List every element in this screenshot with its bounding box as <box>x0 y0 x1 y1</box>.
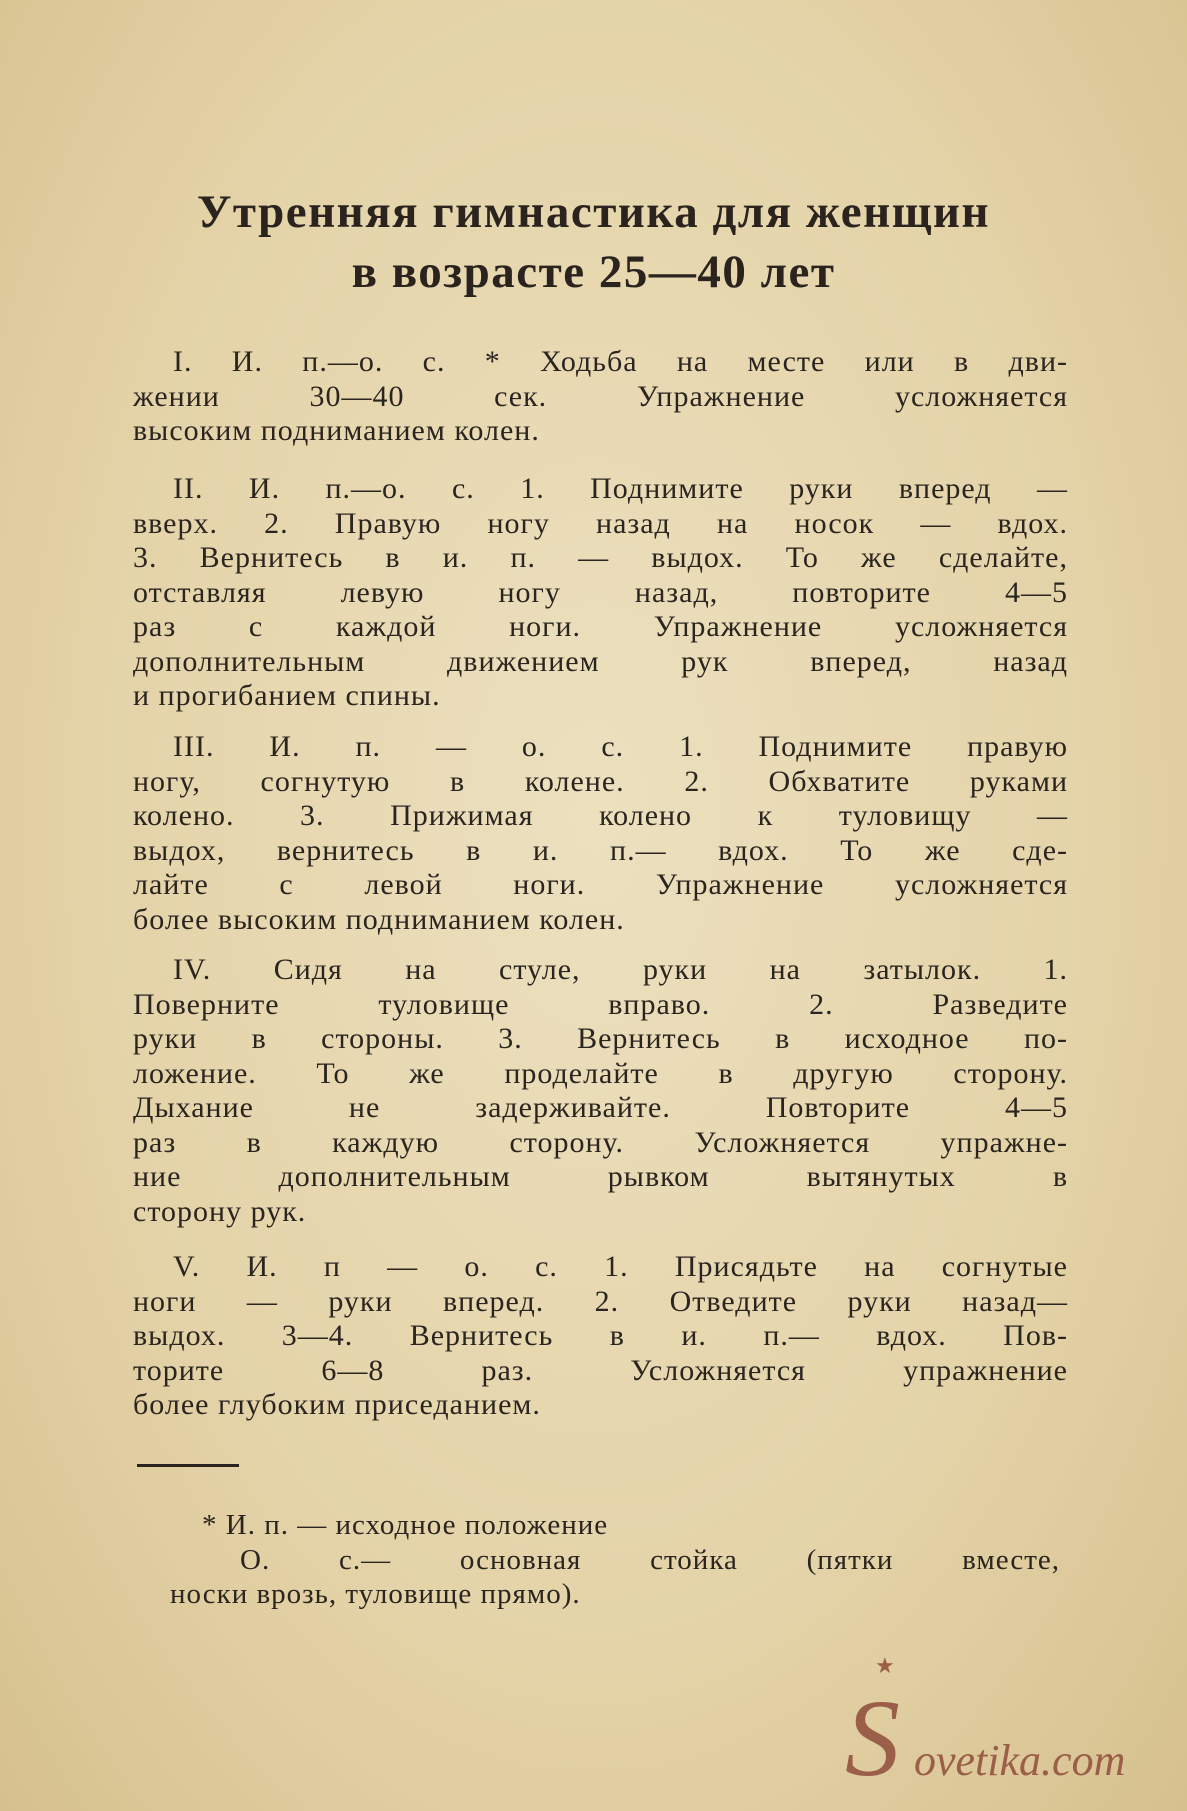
exercise-paragraph <box>133 345 1068 449</box>
star-icon: ★ <box>875 1653 895 1678</box>
text-line: торите 6—8 раз. Усложняется упражнение <box>133 1353 1068 1387</box>
text-line: раз в каждую сторону. Усложняется упражне- <box>133 1125 1068 1159</box>
exercise-paragraph <box>133 953 1068 1229</box>
text-line: более высоким подниманием колен. <box>133 902 625 936</box>
text-line: отставляя левую ногу назад, повторите 4—5 <box>133 575 1068 609</box>
sovetika-watermark-logo <box>845 1655 1185 1805</box>
text-line: лайте с левой ноги. Упражнение усложняется <box>133 868 1068 901</box>
text-line: раз с каждой ноги. Упражнение усложняется <box>133 610 1068 643</box>
text-line: V. И. п — о. с. 1. Присядьте на согнутые <box>173 1250 1068 1283</box>
text-line: высоким подниманием колен. <box>133 414 540 447</box>
footnote-divider <box>137 1464 239 1467</box>
text-line: руки в стороны. 3. Вернитесь в исходное по- <box>133 1022 1068 1055</box>
text-line: выдох, вернитесь в и. п.— вдох. То же сде- <box>133 833 1068 867</box>
text-line: 3. Вернитесь в и. п. — выдох. То же сделайте, <box>133 541 1068 574</box>
exercise-paragraph <box>133 1250 1068 1423</box>
text-line: II. И. п.—о. с. 1. Поднимите руки вперед — <box>173 472 1068 505</box>
text-line: жении 30—40 сек. Упражнение усложняется <box>133 379 1068 413</box>
text-line: ногу, согнутую в колене. 2. Обхватите руками <box>133 764 1068 798</box>
footnote-line: О. с.— основная стойка (пятки вместе, <box>240 1543 1060 1576</box>
text-line: III. И. п. — о. с. 1. Поднимите правую <box>173 730 1068 763</box>
text-line: дополнительным движением рук вперед, назад <box>133 644 1068 678</box>
watermark-text: ovetika.com <box>914 1736 1126 1785</box>
text-line: IV. Сидя на стуле, руки на затылок. 1. <box>173 953 1068 986</box>
footnote-line: носки врозь, туловище прямо). <box>170 1578 581 1610</box>
footnote-line: * И. п. — исходное положение <box>202 1509 609 1541</box>
text-line: Поверните туловище вправо. 2. Разведите <box>133 987 1068 1021</box>
text-line: колено. 3. Прижимая колено к туловищу — <box>133 799 1068 832</box>
page-title-line-1: Утренняя гимнастика для женщин <box>196 186 991 238</box>
text-line: сторону рук. <box>133 1194 307 1228</box>
watermark-initial: S <box>845 1677 900 1799</box>
text-line: и прогибанием спины. <box>133 679 441 712</box>
footnote <box>170 1508 1060 1612</box>
text-line: ноги — руки вперед. 2. Отведите руки назад— <box>133 1284 1068 1318</box>
text-line: Дыхание не задерживайте. Повторите 4—5 <box>133 1091 1068 1124</box>
text-line: I. И. п.—о. с. * Ходьба на месте или в дви- <box>173 345 1068 378</box>
watermark-row <box>845 1677 1126 1799</box>
text-line: выдох. 3—4. Вернитесь в и. п.— вдох. Пов- <box>133 1319 1068 1352</box>
page-title-line-2: в возрасте 25—40 лет <box>351 246 836 298</box>
text-line: вверх. 2. Правую ногу назад на носок — вдох. <box>133 506 1068 540</box>
text-line: более глубоким приседанием. <box>133 1388 541 1421</box>
text-line: ложение. То же проделайте в другую сторону. <box>133 1056 1068 1090</box>
text-line: ние дополнительным рывком вытянутых в <box>133 1160 1068 1193</box>
exercise-paragraph <box>133 730 1068 937</box>
exercise-paragraph <box>133 472 1068 714</box>
